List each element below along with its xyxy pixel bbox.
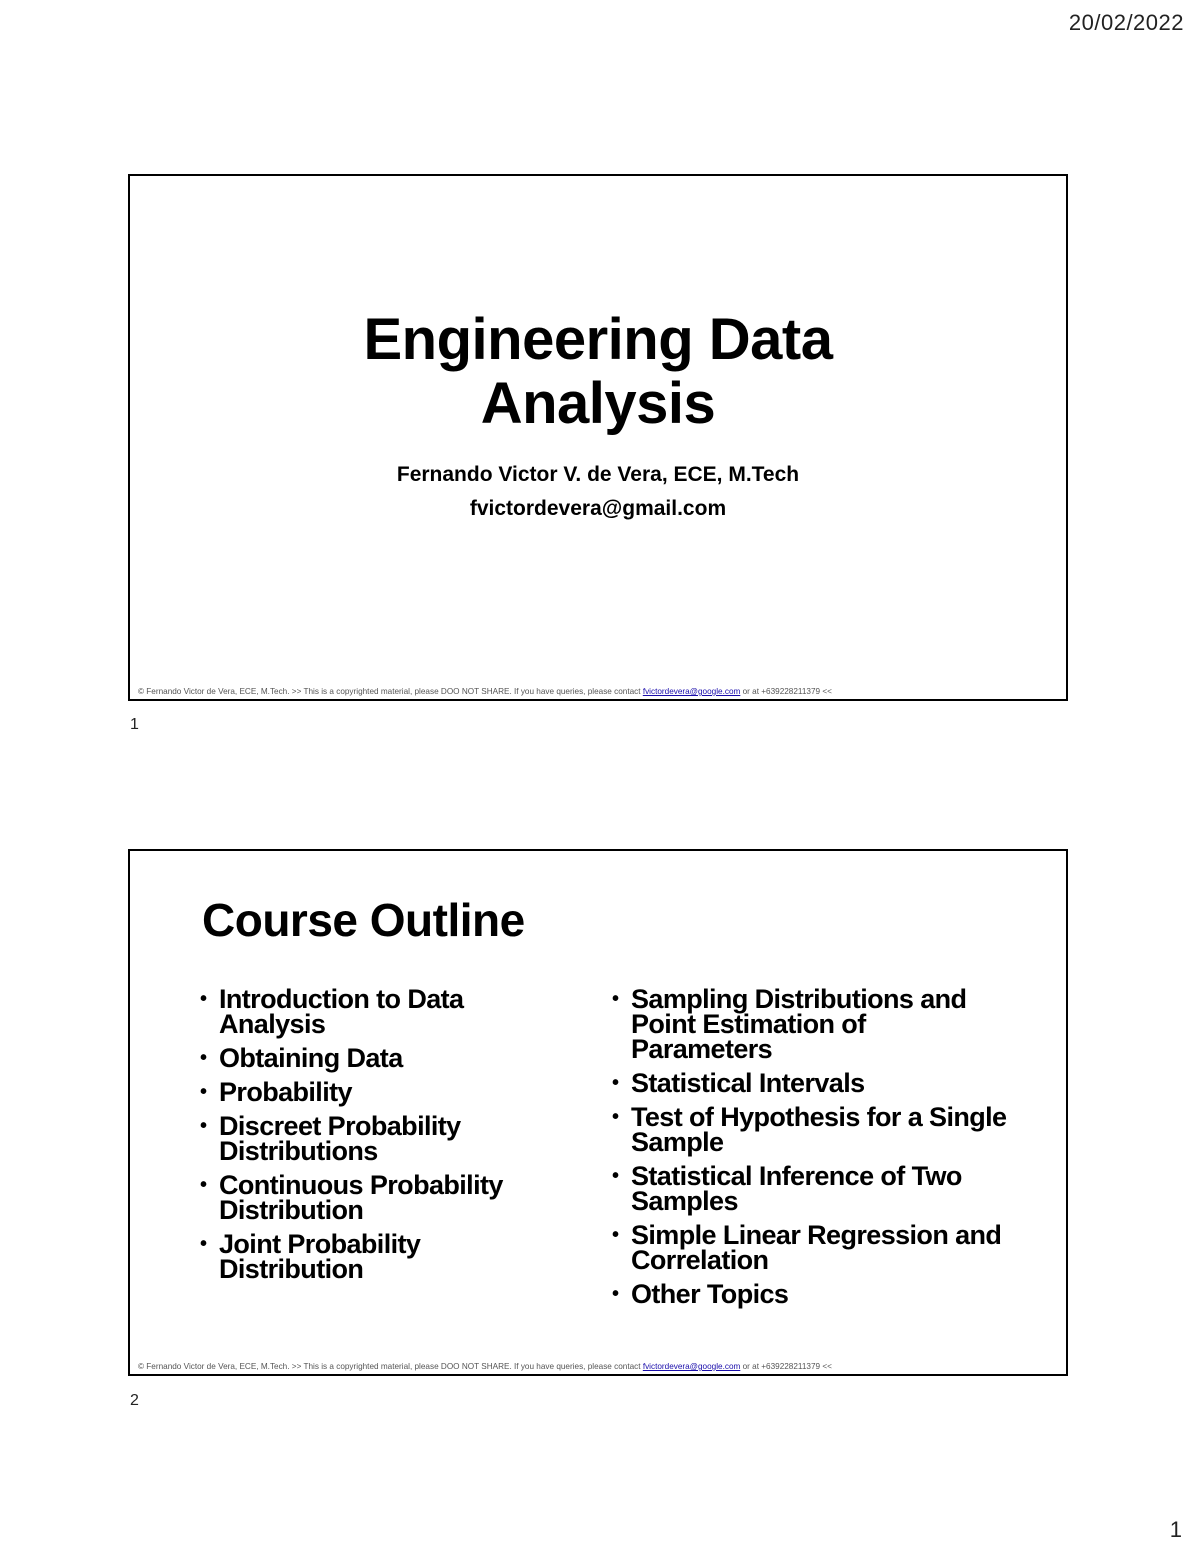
footer-email-link[interactable]: fvictordevera@google.com	[642, 687, 741, 696]
copyright-footer	[138, 1362, 1060, 1371]
outline-item: • Statistical Inference of Two Samples	[612, 1164, 1012, 1214]
page-number: 1	[1169, 1517, 1182, 1542]
outline-item: • Discreet Probability Distributions	[200, 1114, 560, 1164]
footer-phone-text: or at +639228211379 <<	[740, 1362, 832, 1371]
author-name: Fernando Victor V. de Vera, ECE, M.Tech	[396, 463, 800, 486]
outline-item: • Introduction to Data Analysis	[200, 987, 560, 1037]
footer-email-link[interactable]: fvictordevera@google.com	[642, 1362, 741, 1371]
author-email: fvictordevera@gmail.com	[469, 497, 727, 520]
title-block	[130, 308, 1066, 526]
outline-item: • Simple Linear Regression and Correlation	[612, 1223, 1012, 1273]
outline-item: • Statistical Intervals	[612, 1071, 1012, 1096]
footer-text: © Fernando Victor de Vera, ECE, M.Tech. >> This is a copyrighted material, please DOO NOT SHARE. If you have queries, please contact	[138, 1362, 643, 1371]
slide-title	[128, 174, 1068, 701]
slide-number: 1	[130, 716, 139, 733]
slide-course-outline	[128, 849, 1068, 1376]
outline-item: • Sampling Distributions and Point Estimation of Parameters	[612, 987, 1012, 1062]
footer-phone-text: or at +639228211379 <<	[740, 687, 832, 696]
slide-title-heading: Engineering Data Analysis	[363, 307, 833, 436]
footer-text: © Fernando Victor de Vera, ECE, M.Tech. >> This is a copyrighted material, please DOO NOT SHARE. If you have queries, please contact	[138, 687, 643, 696]
outline-item: • Joint Probability Distribution	[200, 1232, 560, 1282]
outline-item: • Test of Hypothesis for a Single Sample	[612, 1105, 1012, 1155]
copyright-footer	[138, 687, 1060, 696]
page-date: 20/02/2022	[1068, 10, 1184, 35]
outline-item: • Continuous Probability Distribution	[200, 1173, 560, 1223]
outline-item: • Other Topics	[612, 1282, 1012, 1307]
outline-list-right	[612, 984, 1012, 1316]
outline-item: • Obtaining Data	[200, 1046, 560, 1071]
slide-number: 2	[130, 1392, 139, 1409]
outline-item: • Probability	[200, 1080, 560, 1105]
outline-list-left	[200, 984, 560, 1291]
outline-heading: Course Outline	[202, 894, 525, 946]
